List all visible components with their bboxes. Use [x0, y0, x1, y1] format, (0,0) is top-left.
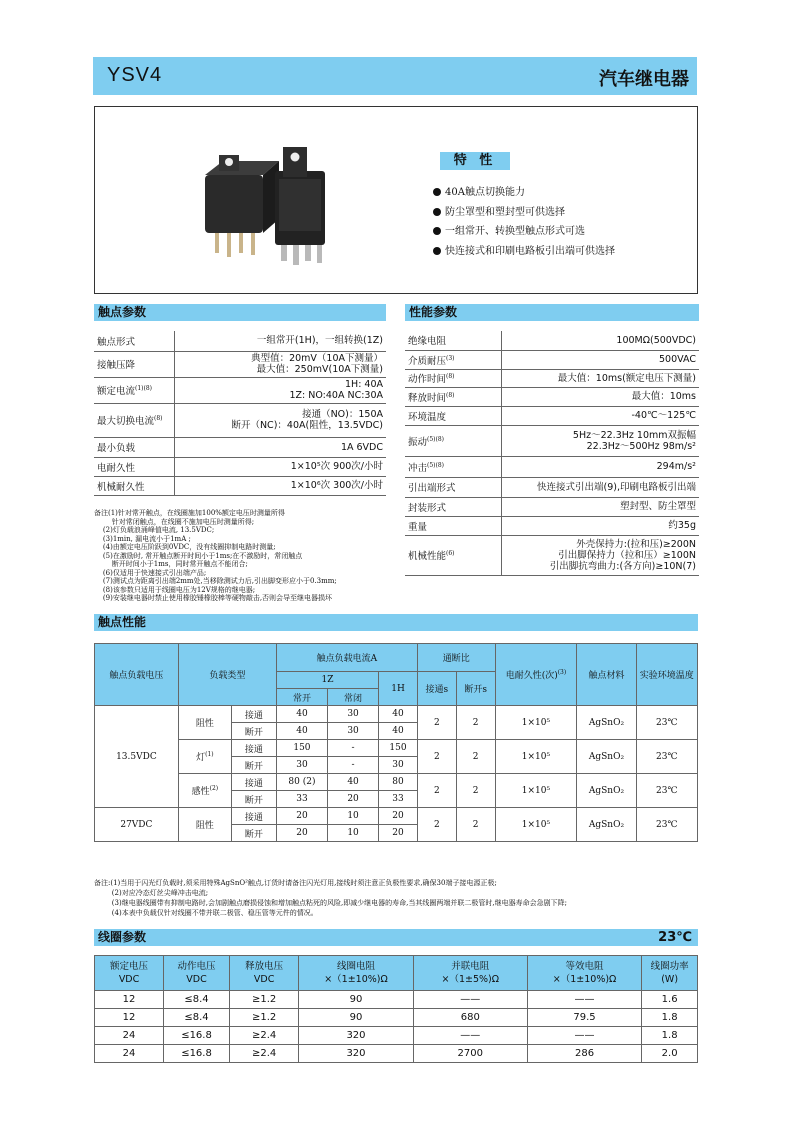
- param-label-text: 封装形式: [408, 502, 447, 514]
- param-label-text: 振动: [408, 436, 428, 448]
- cell: 320: [299, 1027, 413, 1045]
- param-value-line: 5Hz～22.3Hz 10mm双振幅: [572, 429, 696, 441]
- bullet-icon: [433, 247, 441, 255]
- header-cell: 1Z: [276, 672, 378, 689]
- param-value-line: 断开（NC)：40A(阻性，13.5VDC): [231, 420, 383, 431]
- current-cell: 20: [379, 808, 418, 825]
- header-cell: 触点负载电压: [95, 644, 179, 706]
- current-cell: 40: [276, 723, 327, 740]
- feature-item: 防尘罩型和塑封型可供选择: [433, 203, 615, 223]
- cell: ≥2.4: [229, 1045, 298, 1063]
- endurance-cell: 1×10⁵: [495, 774, 577, 808]
- header-cell: 负载类型: [178, 644, 276, 706]
- current-cell: 30: [328, 723, 379, 740]
- cell: ≥1.2: [229, 991, 298, 1009]
- param-label: [405, 456, 501, 477]
- param-value-line: 1×10⁵次 900次/小时: [290, 461, 383, 472]
- contact-performance-notes: [94, 878, 700, 918]
- note-line: (3)继电器线圈带有抑制电路时,会加剧触点磨损侵蚀和增加触点粘死的风险,即减少继电器的寿命,当其线圈两端并联二极管时,继电器寿命会急剧下降;: [94, 899, 567, 907]
- table-row: [95, 808, 698, 825]
- temp-cell: 23℃: [636, 808, 697, 842]
- features-list: [433, 183, 615, 261]
- header-line: 额定电压: [110, 961, 149, 972]
- current-cell: 40: [379, 706, 418, 723]
- action-cell: 接通: [231, 774, 276, 791]
- cell: 286: [527, 1045, 641, 1063]
- product-type: 汽车继电器: [599, 69, 689, 90]
- temp-cell: 23℃: [636, 740, 697, 774]
- param-label: [405, 387, 501, 406]
- model-name: YSV4: [107, 64, 163, 86]
- param-row: [94, 476, 386, 495]
- cell: 90: [299, 991, 413, 1009]
- header-cell: [527, 956, 641, 991]
- table-row: [95, 1045, 698, 1063]
- on-ratio-cell: 2: [417, 808, 456, 842]
- param-label-text: 电耐久性: [97, 462, 136, 474]
- footnote-ref: (2): [209, 785, 219, 792]
- footnote-ref: (5)(8): [427, 461, 445, 469]
- table-row: [95, 706, 698, 723]
- action-cell: 断开: [231, 791, 276, 808]
- current-cell: 150: [379, 740, 418, 757]
- footnote-ref: (6): [446, 549, 455, 557]
- cell: ≤16.8: [164, 1027, 230, 1045]
- param-value: [501, 387, 699, 406]
- title-bar: [93, 57, 697, 95]
- current-cell: -: [328, 757, 379, 774]
- note-line: 备注(1)针对常开触点，在线圈施加100%额定电压时测量所得: [94, 509, 285, 517]
- header-cell: 接通s: [417, 672, 456, 706]
- cell: 24: [95, 1045, 164, 1063]
- param-label-text: 最小负载: [97, 443, 136, 454]
- param-value: [501, 425, 699, 456]
- table-row: [95, 740, 698, 757]
- param-label-text: 接触压降: [97, 360, 136, 371]
- param-label-text: 机械耐久性: [97, 481, 145, 493]
- header-cell: 常开: [276, 689, 327, 706]
- note-line: (2)灯负载浪涌峰值电流, 13.5VDC;: [94, 526, 215, 534]
- performance-params-heading: 性能参数: [405, 304, 699, 321]
- material-cell: AgSnO₂: [577, 740, 636, 774]
- footnote-ref: (1)(8): [135, 384, 153, 392]
- param-value-line: 最大值：10ms(额定电压下测量): [557, 372, 696, 384]
- contact-performance-table: [94, 643, 698, 842]
- param-value: [174, 437, 386, 457]
- load-type-cell: 阻性: [178, 808, 231, 842]
- current-cell: -: [328, 740, 379, 757]
- footnote-ref: (8): [446, 372, 455, 380]
- note-line: (4)由额定电压阶跃到0VDC，没有线圈抑制电路时测量;: [94, 543, 276, 551]
- off-ratio-cell: 2: [456, 706, 495, 740]
- coil-params-heading: [94, 929, 698, 946]
- contact-params-heading: 触点参数: [94, 304, 386, 321]
- note-line: (6)仅适用于快速接式引出端产品;: [94, 568, 207, 577]
- param-label-text: 最大切换电流: [97, 416, 155, 427]
- contact-params-notes: [94, 509, 414, 603]
- note-line: (5)在激励时, 常开触点断开时间小于1ms;在不激励时，常闭触点: [94, 551, 303, 560]
- param-value-line: 1Z: NO:40A NC:30A: [289, 390, 383, 401]
- param-label-text: 冲击: [408, 462, 428, 474]
- voltage-cell: 13.5VDC: [95, 706, 179, 808]
- cell: 320: [299, 1045, 413, 1063]
- current-cell: 30: [276, 757, 327, 774]
- param-label: [405, 477, 501, 497]
- coil-params-title: 线圈参数: [98, 930, 147, 944]
- action-cell: 接通: [231, 706, 276, 723]
- param-value-line: 22.3Hz～500Hz 98m/s²: [586, 440, 696, 452]
- param-value-line: 500VAC: [659, 354, 696, 365]
- footnote-ref: (8): [154, 414, 163, 422]
- header-cell: [229, 956, 298, 991]
- endurance-cell: 1×10⁵: [495, 740, 577, 774]
- param-row: [405, 497, 699, 516]
- param-row: [405, 425, 699, 456]
- param-label: [405, 369, 501, 387]
- header-row: [95, 644, 698, 672]
- header-cell: [164, 956, 230, 991]
- param-row: [405, 387, 699, 406]
- cell: 2.0: [642, 1045, 698, 1063]
- cell: ≥2.4: [229, 1027, 298, 1045]
- param-value-line: 引出脚抗弯曲力:(各方向)≥10N(7): [549, 560, 696, 572]
- param-row: [94, 403, 386, 437]
- cell: ——: [527, 991, 641, 1009]
- param-value: [501, 456, 699, 477]
- param-value: [501, 497, 699, 516]
- cell: ≤8.4: [164, 1009, 230, 1027]
- param-value: [174, 457, 386, 476]
- param-row: [94, 437, 386, 457]
- footnote-ref: (5)(8): [427, 435, 445, 443]
- param-label: [405, 350, 501, 369]
- coil-params-table: [94, 955, 698, 1063]
- cell: 1.8: [642, 1009, 698, 1027]
- temp-cell: 23℃: [636, 706, 697, 740]
- note-line: (2)对应冷态灯丝尖峰冲击电流;: [94, 889, 209, 897]
- current-cell: 20: [379, 825, 418, 842]
- features-title: 特 性: [440, 152, 510, 170]
- header-cell: [642, 956, 698, 991]
- current-cell: 10: [328, 825, 379, 842]
- cell: 2700: [413, 1045, 527, 1063]
- param-label-text: 触点形式: [97, 336, 136, 348]
- param-value-line: 294m/s²: [656, 461, 696, 472]
- table-row: [95, 1009, 698, 1027]
- feature-item: 40A触点切换能力: [433, 183, 615, 203]
- header-cell: 触点负载电流A: [276, 644, 417, 672]
- param-label: [94, 403, 174, 437]
- param-value: [174, 351, 386, 377]
- param-value-line: 快连接式引出端(9),印刷电路板引出端: [537, 481, 696, 493]
- param-label-text: 引出端形式: [408, 483, 456, 494]
- param-value-line: 100MΩ(500VDC): [616, 334, 696, 346]
- bullet-icon: [433, 188, 441, 196]
- footnote-ref: (3): [557, 669, 567, 676]
- cell: 79.5: [527, 1009, 641, 1027]
- table-row: [95, 774, 698, 791]
- param-value: [501, 331, 699, 350]
- cell: 12: [95, 991, 164, 1009]
- param-label: [405, 331, 501, 350]
- action-cell: 断开: [231, 825, 276, 842]
- param-row: [405, 456, 699, 477]
- current-cell: 80 (2): [276, 774, 327, 791]
- current-cell: 40: [379, 723, 418, 740]
- feature-box: [94, 106, 698, 294]
- current-cell: 10: [328, 808, 379, 825]
- endurance-cell: 1×10⁵: [495, 706, 577, 740]
- on-ratio-cell: 2: [417, 706, 456, 740]
- header-line: ×（1±10%)Ω: [324, 974, 388, 985]
- header-line: 并联电阻: [451, 961, 490, 972]
- cell: 90: [299, 1009, 413, 1027]
- cell: ——: [527, 1027, 641, 1045]
- cell: ——: [413, 1027, 527, 1045]
- current-cell: 33: [276, 791, 327, 808]
- param-value-line: 1H: 40A: [345, 379, 383, 390]
- param-row: [405, 350, 699, 369]
- table-row: [95, 991, 698, 1009]
- header-cell: 触点材料: [577, 644, 636, 706]
- feature-item: 快连接式和印刷电路板引出端可供选择: [433, 242, 615, 262]
- current-cell: 20: [276, 825, 327, 842]
- note-line: 备注:(1)当用于闪光灯负载时,须采用特殊AgSnO²触点,订货时请备注闪光灯用,接线时须注意正负极性要求,确保30端子接电源正极;: [94, 879, 497, 887]
- current-cell: 40: [328, 774, 379, 791]
- cell: ≥1.2: [229, 1009, 298, 1027]
- current-cell: 150: [276, 740, 327, 757]
- header-cell: [413, 956, 527, 991]
- param-label: [94, 377, 174, 403]
- footnote-ref: (3): [446, 354, 455, 362]
- param-value-line: 1A 6VDC: [340, 441, 383, 453]
- param-value-line: 典型值：20mV（10A下测量）: [251, 353, 383, 364]
- header-line: VDC: [118, 974, 140, 985]
- param-label: [94, 351, 174, 377]
- param-value-line: 1×10⁶次 300次/小时: [290, 480, 383, 491]
- on-ratio-cell: 2: [417, 740, 456, 774]
- footnote-ref: (1): [205, 751, 214, 758]
- param-value-line: 约35g: [668, 520, 696, 531]
- bullet-icon: [433, 227, 441, 235]
- contact-params-table: [94, 331, 386, 496]
- current-cell: 30: [328, 706, 379, 723]
- off-ratio-cell: 2: [456, 808, 495, 842]
- param-label: [94, 437, 174, 457]
- note-line: 断开时间小于1ms，同时常开触点不能闭合;: [94, 560, 248, 568]
- bullet-icon: [433, 208, 441, 216]
- param-value: [174, 476, 386, 495]
- param-row: [94, 351, 386, 377]
- param-row: [94, 377, 386, 403]
- param-label: [94, 331, 174, 351]
- on-ratio-cell: 2: [417, 774, 456, 808]
- material-cell: AgSnO₂: [577, 808, 636, 842]
- action-cell: 断开: [231, 723, 276, 740]
- endurance-cell: 1×10⁵: [495, 808, 577, 842]
- header-line: VDC: [186, 974, 207, 985]
- param-value-line: 接通（NO)：150A: [302, 409, 383, 420]
- header-line: ×（1±10%)Ω: [552, 974, 617, 985]
- header-line: 释放电压: [245, 961, 284, 972]
- header-cell: 通断比: [417, 644, 495, 672]
- cell: ≤16.8: [164, 1045, 230, 1063]
- voltage-cell: 27VDC: [95, 808, 179, 842]
- action-cell: 断开: [231, 757, 276, 774]
- param-row: [405, 331, 699, 350]
- param-value-line: 塑封型、防尘罩型: [619, 501, 696, 512]
- param-value: [501, 477, 699, 497]
- material-cell: AgSnO₂: [577, 706, 636, 740]
- header-cell: 断开s: [456, 672, 495, 706]
- param-row: [94, 331, 386, 351]
- action-cell: 接通: [231, 808, 276, 825]
- temp-cell: 23℃: [636, 774, 697, 808]
- param-value-line: 外壳保持力:(拉和压)≥200N: [576, 538, 696, 550]
- note-line: (9)安装继电器时禁止使用橡胶锤橡胶棒等硬物敲击,否则会导至继电器损坏: [94, 594, 333, 602]
- param-label-text: 介质耐压: [408, 355, 447, 367]
- param-value: [174, 331, 386, 351]
- param-label: [405, 425, 501, 456]
- coil-temp: 23℃: [658, 930, 692, 945]
- cell: 1.8: [642, 1027, 698, 1045]
- param-label-text: 机械性能: [408, 551, 447, 562]
- param-label-text: 重量: [408, 521, 428, 533]
- param-label-text: 动作时间: [408, 374, 447, 385]
- footnote-ref: (8): [446, 391, 455, 399]
- header-cell: 电耐久性(次)$^{(3)}$: [495, 644, 577, 706]
- note-line: 针对常闭触点，在线圈不施加电压时测量所得;: [94, 517, 255, 526]
- current-cell: 20: [276, 808, 327, 825]
- param-row: [405, 535, 699, 575]
- header-line: 线圈功率: [650, 961, 689, 972]
- param-label-text: 绝缘电阻: [408, 336, 447, 348]
- load-type-cell: 感性$^{(2)}$: [178, 774, 231, 808]
- header-row: [95, 956, 698, 991]
- param-label: [405, 516, 501, 535]
- param-label-text: 额定电流: [97, 386, 136, 397]
- table-row: [95, 1027, 698, 1045]
- current-cell: 33: [379, 791, 418, 808]
- param-label: [405, 406, 501, 425]
- current-cell: 80: [379, 774, 418, 791]
- param-value-line: 一组常开(1H)，一组转换(1Z): [256, 335, 383, 347]
- header-line: ×（1±5%)Ω: [441, 974, 500, 985]
- param-label-text: 环境温度: [408, 411, 447, 423]
- cell: 24: [95, 1027, 164, 1045]
- cell: ≤8.4: [164, 991, 230, 1009]
- param-label: [405, 535, 501, 575]
- header-cell: 常闭: [328, 689, 379, 706]
- current-cell: 30: [379, 757, 418, 774]
- param-row: [405, 477, 699, 497]
- material-cell: AgSnO₂: [577, 774, 636, 808]
- header-cell: 实验环境温度: [636, 644, 697, 706]
- current-cell: 20: [328, 791, 379, 808]
- cell: 12: [95, 1009, 164, 1027]
- feature-item: 一组常开、转换型触点形式可选: [433, 222, 615, 242]
- param-value: [174, 377, 386, 403]
- cell: 1.6: [642, 991, 698, 1009]
- param-value: [501, 406, 699, 425]
- header-cell: [95, 956, 164, 991]
- header-cell: [299, 956, 413, 991]
- relay-photo: [175, 145, 335, 275]
- param-value-line: 引出脚保持力（拉和压）≥100N: [558, 549, 696, 561]
- header-cell: 1H: [379, 672, 418, 706]
- header-line: 等效电阻: [565, 961, 604, 972]
- contact-performance-heading: 触点性能: [94, 614, 698, 631]
- load-type-cell: 阻性: [178, 706, 231, 740]
- param-value: [501, 369, 699, 387]
- note-line: (3)1min, 漏电流小于1mA ;: [94, 534, 191, 543]
- off-ratio-cell: 2: [456, 740, 495, 774]
- param-label: [94, 457, 174, 476]
- header-line: (W): [661, 974, 679, 985]
- param-label: [94, 476, 174, 495]
- param-value: [501, 350, 699, 369]
- param-row: [405, 516, 699, 535]
- off-ratio-cell: 2: [456, 774, 495, 808]
- param-row: [405, 369, 699, 387]
- param-value: [174, 403, 386, 437]
- cell: ——: [413, 991, 527, 1009]
- header-line: VDC: [253, 974, 275, 985]
- load-type-cell: 灯$^{(1)}$: [178, 740, 231, 774]
- note-line: (4)本表中负载仅针对线圈不带并联二极管、稳压管等元件的情况。: [94, 909, 318, 917]
- param-value: [501, 535, 699, 575]
- header-line: 动作电压: [177, 961, 216, 972]
- param-row: [94, 457, 386, 476]
- header-line: 线圈电阻: [336, 961, 375, 972]
- param-value: [501, 516, 699, 535]
- param-value-line: 最大值：10ms: [631, 391, 696, 402]
- param-label-text: 释放时间: [408, 392, 447, 404]
- param-row: [405, 406, 699, 425]
- current-cell: 40: [276, 706, 327, 723]
- action-cell: 接通: [231, 740, 276, 757]
- cell: 680: [413, 1009, 527, 1027]
- param-value-line: -40℃～125℃: [631, 410, 696, 421]
- performance-params-table: [405, 331, 699, 576]
- param-value-line: 最大值：250mV(10A下测量): [256, 364, 383, 375]
- note-line: (7)测试点为距离引出端2mm处,当移除测试力后,引出脚变形应小于0.3mm;: [94, 577, 337, 585]
- param-label: [405, 497, 501, 516]
- note-line: (8)该参数只适用于线圈电压为12V规格的继电器;: [94, 585, 256, 594]
